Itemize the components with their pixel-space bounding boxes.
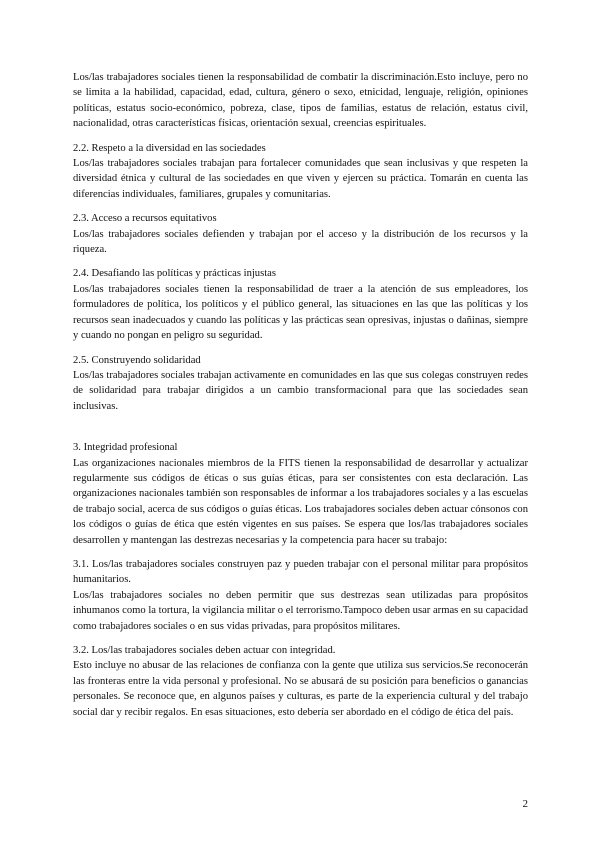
section-heading: 2.3. Acceso a recursos equitativos (73, 213, 217, 225)
section-heading: 3. Integridad profesional (73, 442, 178, 454)
paragraph-body: Los/las trabajadores sociales tienen la responsabilidad de traer a la atención de sus empleadores, los formuladores de política, los políticos y el público general, las situaciones en las que las políticas y los recursos sean inadecuados y cuando las políticas y las prácticas sean opresivas, injustas o dañinas, siempre y cuando no pongan en peligro su seguridad. (73, 283, 528, 342)
page-number: 2 (522, 798, 528, 810)
section-2-3 (73, 211, 528, 257)
section-3-2 (73, 643, 528, 720)
section-3 (73, 440, 528, 548)
paragraph-body: 3.1. Los/las trabajadores sociales construyen paz y pueden trabajar con el personal militar para propósitos humanitarios. Los/las trabajadores sociales no deben permitir que sus destrezas sean utilizadas para propósitos inhumanos como la tortura, la vigilancia militar o el terrorismo.Tampoco deben usar armas en su capacidad como trabajadores sociales o en sus vidas privadas, para propósitos militares. (73, 558, 528, 632)
section-2-2 (73, 141, 528, 203)
section-heading: 3.2. Los/las trabajadores sociales deben actuar con integridad. (73, 645, 336, 656)
document-page (73, 70, 528, 729)
section-2-5 (73, 353, 528, 415)
section-heading: 2.2. Respeto a la diversidad en las sociedades (73, 142, 266, 154)
section-2-4 (73, 266, 528, 343)
paragraph-body: Las organizaciones nacionales miembros de la FITS tienen la responsabilidad de desarrollar y actualizar regularmente sus códigos de éticas o sus guías éticas, para ser consistentes con esta declaración. Las organizaciones nacionales también son responsables de informar a los trabajadores sociales y a las escuelas de trabajo social, acerca de sus códigos o guías éticas. Los trabajadores sociales deben actuar cónsonos con los códigos o guías de ética que estén vigentes en sus países. Se espera que los/las trabajadores sociales desarrollen y mantengan las destrezas necesarias y la competencia para hacer su trabajo: (73, 457, 528, 546)
intro-paragraph (73, 70, 528, 132)
paragraph-body: Esto incluye no abusar de las relaciones de confianza con la gente que utiliza sus servicios.Se reconocerán las fronteras entre la vida personal y profesional. No se abusará de su posición para beneficios o ganancias personales. Se reconoce que, en algunos países y culturas, es parte de la experiencia cultural y del trabajo social dar y recibir regalos. En esas situaciones, esto debería ser abordado en el código de ética del país. (73, 660, 528, 718)
paragraph-body: Los/las trabajadores sociales trabajan para fortalecer comunidades que sean inclusivas y que respeten la diversidad étnica y cultural de las sociedades en que viven y ejercen su práctica. Tomarán en cuenta las diferencias individuales, familiares, grupales y comunitarias. (73, 158, 528, 200)
paragraph-body: Los/las trabajadores sociales trabajan activamente en comunidades en las que sus colegas construyen redes de solidaridad para trabajar dirigidos a un cambio transformacional para que las sociedades sean inclusivas. (73, 369, 528, 412)
section-heading: 2.4. Desafiando las políticas y prácticas injustas (73, 268, 276, 280)
section-3-1 (73, 557, 528, 634)
section-heading: 2.5. Construyendo solidaridad (73, 354, 201, 366)
paragraph-body: Los/las trabajadores sociales defienden y trabajan por el acceso y la distribución de los recursos y la riqueza. (73, 228, 528, 256)
paragraph-body: Los/las trabajadores sociales tienen la responsabilidad de combatir la discriminación.Esto incluye, pero no se limita a la habilidad, capacidad, edad, cultura, género o sexo, etnicidad, lenguaje, religión, opiniones políticas, estatus socio-económico, pobreza, clase, tipos de familias, estatus de relación, estatus civil, nacionalidad, otras características físicas, orientación sexual, creencias espirituales. (73, 72, 528, 130)
